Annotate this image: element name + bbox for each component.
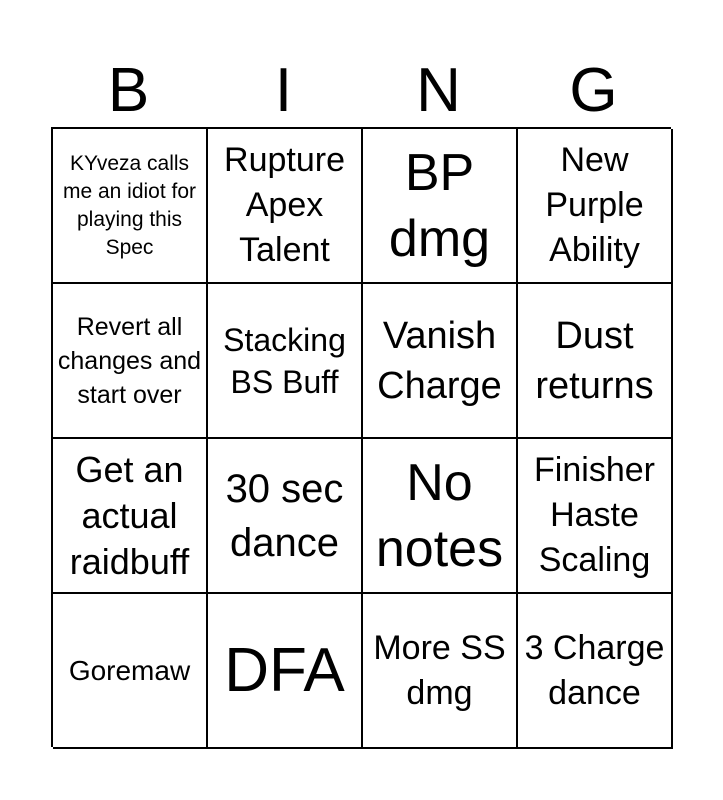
bingo-cell-text: Stacking BS Buff: [223, 321, 346, 400]
bingo-cell-text: DFA: [224, 635, 345, 705]
header-letter-i: I: [274, 56, 293, 125]
bingo-cell-r4c1[interactable]: [53, 594, 208, 749]
bingo-card: [51, 127, 671, 747]
bingo-cell-text: KYveza calls me an idiot for playing this Spec: [62, 151, 197, 259]
header-letter-b: B: [107, 56, 150, 125]
bingo-cell-text: Finisher Haste Scaling: [534, 451, 655, 579]
bingo-cell-text: Revert all changes and start over: [57, 312, 202, 409]
bingo-cell-r2c4[interactable]: [518, 284, 673, 439]
header-letter-g: G: [569, 56, 618, 125]
bingo-cell-r3c4[interactable]: [518, 439, 673, 594]
header-letter-n: N: [416, 56, 461, 125]
bingo-cell-r2c3[interactable]: [363, 284, 518, 439]
bingo-cell-r3c1[interactable]: [53, 439, 208, 594]
bingo-cell-r1c1[interactable]: [53, 129, 208, 284]
bingo-cell-text: BP dmg: [388, 143, 491, 268]
bingo-cell-text: Get an actual raidbuff: [69, 448, 190, 582]
bingo-cell-r4c2[interactable]: [208, 594, 363, 749]
bingo-cell-r1c2[interactable]: [208, 129, 363, 284]
bingo-cell-text: Rupture Apex Talent: [224, 141, 345, 269]
bingo-cell-text: No notes: [375, 453, 504, 578]
bingo-header: [51, 55, 671, 127]
bingo-cell-r1c3[interactable]: [363, 129, 518, 284]
bingo-cell-r4c3[interactable]: [363, 594, 518, 749]
bingo-cell-text: Goremaw: [68, 654, 191, 686]
bingo-cell-r4c4[interactable]: [518, 594, 673, 749]
bingo-cell-r1c4[interactable]: [518, 129, 673, 284]
bingo-cell-text: 3 Charge dance: [524, 628, 665, 712]
bingo-cell-text: Dust returns: [535, 314, 654, 407]
bingo-cell-r2c1[interactable]: [53, 284, 208, 439]
bingo-cell-text: 30 sec dance: [225, 466, 344, 565]
bingo-cell-r3c2[interactable]: [208, 439, 363, 594]
bingo-cell-text: New Purple Ability: [545, 141, 644, 269]
bingo-cell-r3c3[interactable]: [363, 439, 518, 594]
bingo-cell-r2c2[interactable]: [208, 284, 363, 439]
bingo-cell-text: Vanish Charge: [377, 314, 502, 407]
bingo-cell-text: More SS dmg: [373, 628, 506, 712]
